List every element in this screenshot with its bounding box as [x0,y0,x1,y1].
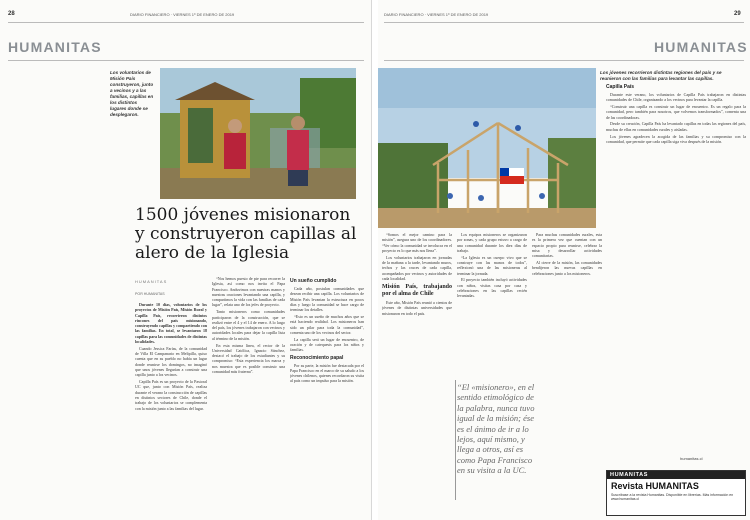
article-column-1 [135,302,207,514]
paragraph: “La Iglesia es un cuerpo vivo que se construye con las manos de todos”, reflexionó una de las misioneras al terminar la jornada. [457,254,527,276]
pull-quote-rule [455,380,456,500]
paragraph: Al cierre de la misión, las comunidades bendijeron las nuevas capillas en celebraciones junto a los misioneros. [532,259,602,276]
byline-logo: HUMANITAS [135,279,168,284]
paragraph: Los jóvenes agradecen la acogida de las familias y su compromiso con la comunidad, que permite que cada capilla siga viva después de la misión. [606,133,746,144]
paragraph: Para muchas comunidades rurales, esta es la primera vez que cuentan con un espacio propio para reunirse, celebrar la misa y desarrollar actividades comunitarias. [532,232,602,259]
article-column-5 [457,232,527,377]
paragraph: Durante 10 días, voluntarios de los proyectos de Misión País, Misión Rural y Capilla País, recorrieron distintos rincones del país misionando, construyendo capillas y compartiendo con las familias. En total, se levantaron 18 capillas para las comunidades de distintas localidades. [135,302,207,345]
paragraph: En esta misma línea, el rector de la Universidad Católica, Ignacio Sánchez, destacó el trabajo de los estudiantes y su compromiso: “Esta experiencia los marca y nos muestra que es posible construir una comunidad más fraterna”. [212,342,285,375]
pull-quote: “El «misionero», en el sentido etimológico de la palabra, nunca tuvo igual de la misión; ése es el ánimo de ir a lo lejos, aquí mismo, y llega a otros, así es como Papa Francisco en su visita a la UC. [457,382,535,476]
paragraph: Este año, Misión País reunió a cientos de jóvenes de distintas universidades que misionaron en todo el país. [382,300,452,316]
photo-caption: Los voluntarios de Misión País construyeron, junto a vecinos y a las familias, capillas en los distintos lugares donde se desplegaron. [110,70,154,117]
ad-text: Suscríbase a la revista Humanitas. Disponible en librerías. Más información en www.humanitas.cl [611,493,734,502]
paragraph: “Esto es un sueño de muchos años que se está haciendo realidad. Los misioneros han sido un pilar para toda la comunidad”, comenta uno de los vecinos del sector. [290,313,364,335]
header-rule [8,22,364,23]
magazine-ad[interactable] [606,470,746,516]
subheading: Un sueño cumplido [290,278,337,284]
paragraph: Tanto misioneros como comunidades participaron de la construcción, que se realizó entre el 4 y el 14 de enero. A lo largo del país, los jóvenes trabajaron con vecinos y autoridades locales para dejar la capilla lista al término de la misión. [212,309,285,341]
paragraph: Los voluntarios trabajaron en jornadas de la mañana a la tarde, levantando muros, techos y las cruces de cada capilla, acompañados por vecinos y autoridades de cada localidad. [382,254,452,281]
page-number: 29 [734,11,741,17]
section-title: HUMANITAS [654,39,748,55]
section-rule [384,60,744,61]
section-rule [8,60,364,61]
construction-photo [378,68,596,228]
ad-brand: HUMANITAS [607,471,745,479]
section-title: HUMANITAS [8,39,102,55]
web-reference[interactable]: humanitas.cl [680,456,703,461]
article-headline: 1500 jóvenes misionaron y construyeron capillas al alero de la Iglesia [135,205,357,263]
paragraph: Durante este verano, los voluntarios de Capilla País trabajaron en distintas comunidades de Chile, organizando a los vecinos para levantar la capilla. [606,92,746,103]
paragraph: Capilla País es un proyecto de la Pastoral UC que, junto con Misión País, realiza durante el verano la construcción de capillas en distintos sectores de Chile, donde el trabajo de los voluntarios se complementa con la misión junto a las familias del lugar. [135,379,207,411]
page-number: 28 [8,11,15,17]
subheading: Reconocimiento papal [290,354,344,361]
paragraph: “Nos hemos puesto de pie para recorrer la Iglesia, así como nos invita el Papa Francisco. Anduvimos con nuestras manos y nuestras oraciones levantando una capilla, y compartimos la vida con las familias de cada lugar”, relata uno de los jefes de proyecto. [212,276,285,308]
article-column-6 [532,232,602,512]
article-column-3 [290,276,364,514]
paragraph: Por su parte, la misión fue destacada por el Papa Francisco en el marco de su saludo a los jóvenes chilenos, quienes recordaron su visita al país como un impulso para la misión. [290,362,364,384]
paragraph: Desde su creación, Capilla País ha levantado capillas en todas las regiones del país, muchas de ellas en comunidades rurales y aisladas. [606,121,746,132]
left-page [0,0,372,520]
paragraph: Cuando Jessica Farías, de la comunidad de Villa El Campanario en Melipilla, quiso cuenta que en su pueblo no había un lugar donde reunirse los domingos, no imaginó que unos jóvenes llegarían a construir una capilla junto a los vecinos. [135,345,207,378]
paragraph: “Construir una capilla es construir un lugar de encuentro. Es un regalo para la comunidad, pero también para nosotros, que volvemos transformados”, comenta una de las coordinadoras. [606,104,746,120]
paragraph: Los equipos misioneros se organizaron por zonas, y cada grupo estuvo a cargo de una comunidad durante los diez días de trabajo. [457,232,527,253]
article-column-4 [382,232,452,512]
paragraph: La capilla será un lugar de encuentro, de oración y de catequesis para los niños y familias. [290,336,364,353]
paragraph: Cada año, postulan comunidades que desean recibir una capilla. Los voluntarios de Misión País levantan la estructura en pocos días y luego la comunidad se hace cargo de terminar los detalles. [290,286,364,313]
paragraph: “Somos el mejor camino para la misión”, asegura uno de los coordinadores. “Ver cómo la comunidad se involucra en el proyecto es lo que más nos llena”. [382,232,452,253]
byline: POR HUMANITAS [135,292,165,296]
photo-caption: Los jóvenes recorrieron distintas regiones del país y se reunieron con las familias para levantar las capillas. [600,70,722,81]
volunteers-photo [160,68,356,199]
subheading: Misión País, trabajando por el alma de Chile [382,284,452,298]
sidebar-column [606,82,746,452]
header-rule [384,22,744,23]
page-header-line: DIARIO FINANCIERO · VIERNES 1º DE ENERO DE 2019 [384,12,489,17]
ad-title: Revista HUMANITAS [611,481,699,491]
article-column-2 [212,276,285,514]
paragraph: El proyecto también incluyó actividades con niños, visitas casa por casa y celebraciones en las capillas recién levantadas. [457,277,527,299]
page-header-line: DIARIO FINANCIERO · VIERNES 1º DE ENERO DE 2019 [130,12,235,17]
subheading: Capilla País [606,84,635,90]
